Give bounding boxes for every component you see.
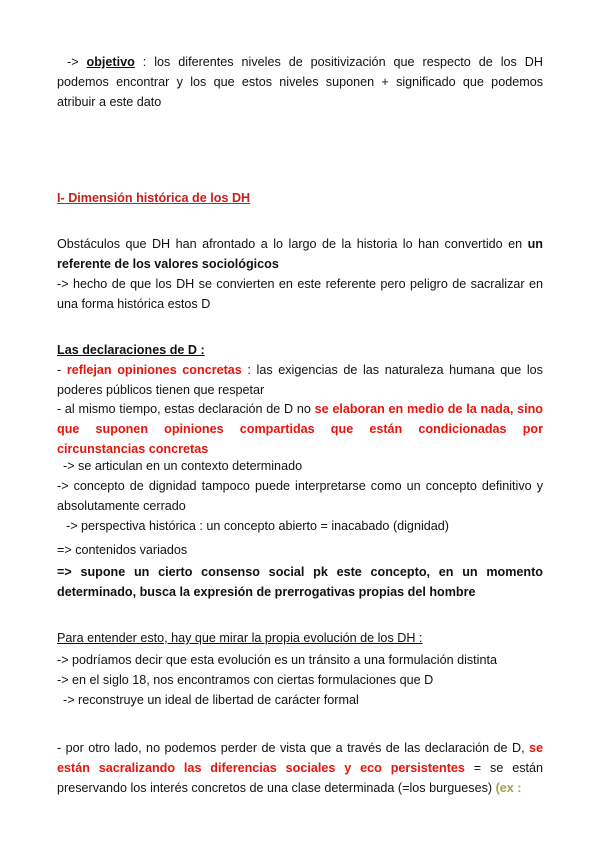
declarations-line-2-text: - al mismo tiempo, estas declaración de D no [57, 402, 315, 416]
declarations-line-1-text: : las exigencias de las naturaleza humana que los poderes públicos tienen que respetar [57, 363, 543, 397]
declarations-line-7: => supone un cierto consenso social pk este concepto, en un momento determinado, busca la expresión de prerrogativas propias del hombre [57, 565, 543, 599]
obstacles-bold: un referente de los valores sociológicos [57, 237, 543, 271]
evolution-line-1: -> podríamos decir que esta evolución es un tránsito a una formulación distinta [57, 653, 497, 667]
obstacles-paragraph [57, 234, 543, 274]
objective-paragraph [57, 52, 543, 112]
declarations-line-3: -> se articulan en un contexto determinado [63, 459, 303, 473]
evolution-line-3: -> reconstruye un ideal de libertad de carácter formal [63, 693, 359, 707]
red-phrase-opinions: reflejan opiniones concretas [66, 363, 242, 377]
objective-keyword: objetivo [86, 55, 135, 69]
declarations-line-4: -> concepto de dignidad tampoco puede interpretarse como un concepto definitivo y absolutamente cerrado [57, 479, 543, 513]
evolution-heading: Para entender esto, hay que mirar la propia evolución de los DH : [57, 631, 423, 645]
objective-text: : los diferentes niveles de positivización que respecto de los DH podemos encontrar y los que estos niveles suponen + significado que podemos atribuir a este dato [57, 55, 543, 109]
section-title: I- Dimensión histórica de los DH [57, 191, 251, 205]
arrow-text: -> [67, 55, 87, 69]
red-phrase-differences: se están sacralizando las diferencias sociales y eco persistentes [57, 741, 543, 775]
bullet-text: - [57, 363, 67, 377]
declarations-line-1 [57, 360, 543, 400]
declarations-line-6: => contenidos variados [57, 543, 188, 557]
olive-example-marker: (ex : [495, 781, 522, 795]
evolution-line-2: -> en el siglo 18, nos encontramos con ciertas formulaciones que D [57, 673, 434, 687]
closing-paragraph [57, 738, 543, 798]
obstacles-text: Obstáculos que DH han afrontado a lo largo de la historia lo han convertido en [57, 237, 528, 251]
closing-text-a: - por otro lado, no podemos perder de vista que a través de las declaración de D, [57, 741, 529, 755]
declarations-heading: Las declaraciones de D : [57, 343, 205, 357]
closing-text-b: = se están preservando los interés concretos de una clase determinada (=los burgueses) [57, 761, 543, 795]
declarations-line-2 [57, 399, 543, 459]
red-phrase-circumstances: se elaboran en medio de la nada, sino que suponen opiniones compartidas que están condicionadas por circunstancias concretas [57, 402, 543, 456]
declarations-line-5: -> perspectiva histórica : un concepto abierto = inacabado (dignidad) [66, 519, 449, 533]
obstacles-arrow-paragraph: -> hecho de que los DH se convierten en este referente pero peligro de sacralizar en una forma histórica estos D [57, 277, 543, 311]
